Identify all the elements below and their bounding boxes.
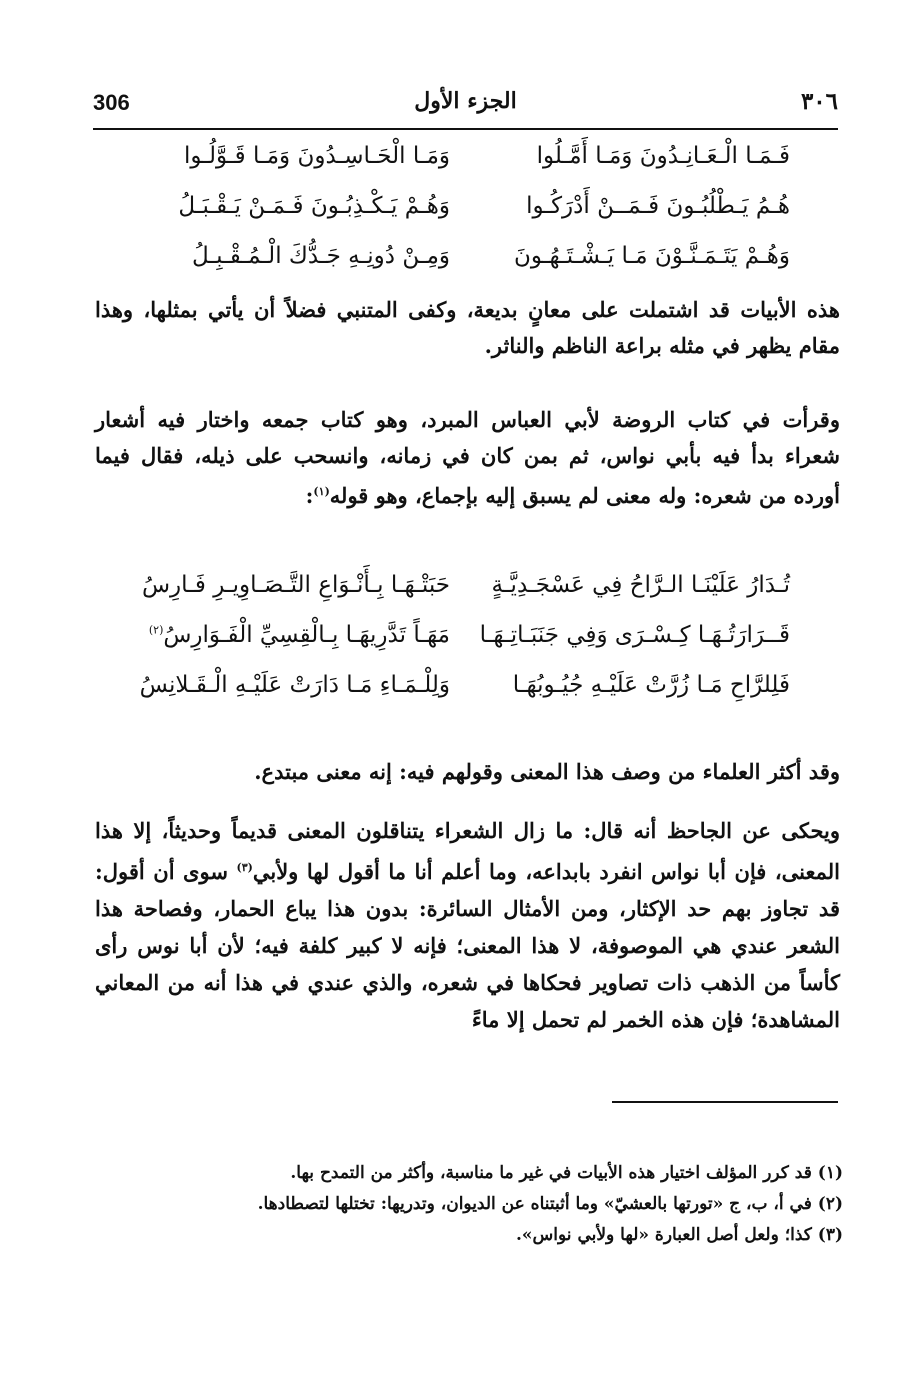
verse-second-hemistich: وَلِلْـمَـاءِ مَـا دَارَتْ عَلَيْـهِ الْـقَـلانِسُ — [139, 672, 450, 698]
verse-first-hemistich: فَـمَـا الْـعَـانِـدُونَ وَمَـا أَمَّـلُوا — [536, 143, 790, 169]
footnote-ref-3: (٣) — [236, 861, 253, 874]
verse-first-hemistich: قَــرَارَتُـهَـا كِـسْـرَى وَفِي جَنَبَـاتِـهَـا — [479, 622, 790, 648]
verse-first-hemistich: فَلِلرَّاحِ مَـا زُرَّتْ عَلَيْـهِ جُيُـوبُهَـا — [512, 672, 790, 698]
verse-first-hemistich: هُـمُ يَـطْلُبُـونَ فَـمَــنْ أَدْرَكُـوا — [526, 193, 790, 219]
verse-first-hemistich: وَهُـمْ يَتَـمَـنَّـوْنَ مَـا يَـشْـتَـهُـونَ — [513, 243, 790, 269]
page-number-latin: 306 — [93, 90, 130, 115]
verse-line — [150, 143, 790, 193]
footnote-ref-2: (٢) — [148, 623, 164, 637]
paragraph-2 — [95, 402, 840, 514]
paragraph-4-text-a: ويحكى عن الجاحظ أنه قال: ما زال الشعراء يتناقلون المعنى قديماً وحديثاً، إلا هذا المعنى، فإن أبا نواس انفرد بابداعه، وما أعلم أنا ما أقول لها ولأبي — [95, 818, 840, 884]
verse-line — [139, 672, 790, 722]
footnote-ref-1: (١) — [313, 485, 330, 498]
poem-block-2 — [139, 572, 790, 722]
paragraph-4-text-b: سوى أن أقول: قد تجاوز بهم حد الإكثار، ومن الأمثال السائرة: بدون هذا يباع الحمار، وفصاحة هذا الشعر عندي هي الموصوفة، لا هذا المعنى؛ فإنه لا كبير كلفة فيه؛ لأن أبا نوس رأى كأساً من الذهب ذات تصاوير فحكاها في شعره، والذي عندي في هذا أنه من المعاني المشاهدة؛ فإن هذه الخمر لم تحمل إلا ماءً — [95, 859, 840, 1032]
paragraph-2-text: وقرأت في كتاب الروضة لأبي العباس المبرد، وهو كتاب جمعه واختار فيه أشعار شعراء بدأ فيه بأبي نواس، ثم بمن كان في زمانه، وانسحب على ذيله، فقال فيما أورده من شعره: وله معنى لم يسبق إليه بإجماع، وهو قوله — [95, 407, 840, 508]
verse-second-hemistich: وَهُـمْ يَـكْـذِبُـونَ فَـمَـنْ يَـقْـبَـلُ — [178, 193, 450, 219]
verse-first-hemistich: تُـدَارُ عَلَيْنَـا الـرَّاحُ فِي عَسْجَـدِيَّـةٍ — [491, 572, 790, 598]
paragraph-3: وقد أكثر العلماء من وصف هذا المعنى وقولهم فيه: إنه معنى مبتدع. — [254, 759, 840, 784]
verse-line — [141, 572, 790, 622]
paragraph-1: هذه الأبيات قد اشتملت على معانٍ بديعة، وكفى المتنبي فضلاً أن يأتي بمثلها، وهذا مقام يظهر في مثله براعة الناظم والناثر. — [95, 297, 840, 358]
verse-second-hemistich: حَبَتْـهَـا بِـأَنْـوَاعِ التَّـصَـاوِيـرِ فَـارِسُ — [141, 572, 450, 598]
verse-second-hemistich: وَمِـنْ دُونِـهِ جَـدُّكَ الْـمُـقْـبِـلُ — [191, 243, 450, 269]
page-header — [93, 84, 838, 128]
verse-line — [150, 622, 790, 672]
paragraph-2-colon: : — [305, 483, 314, 508]
verse-line — [150, 193, 790, 243]
footnotes — [95, 1158, 843, 1251]
paragraph-4 — [95, 812, 840, 1038]
verse-second-hemistich: وَمَـا الْحَـاسِـدُونَ وَمَـا قَـوَّلُـوا — [184, 143, 450, 169]
poem-block-1 — [150, 143, 790, 293]
footnote-3: (٣) كذا؛ ولعل أصل العبارة «لها ولأبي نواس». — [516, 1225, 843, 1245]
verse-text: مَهَـاً تَدَّرِيهَـا بِـالْقِسِيِّ الْفَـوَارِسُ — [163, 622, 450, 648]
footnote-1: (١) قد كرر المؤلف اختيار هذه الأبيات في غير ما مناسبة، وأكثر من التمدح بها. — [290, 1163, 843, 1183]
header-rule — [93, 128, 838, 130]
verse-line — [150, 243, 790, 293]
footnote-rule — [612, 1101, 838, 1103]
running-title: الجزء الأول — [414, 88, 517, 114]
page-number-arabic: ٣٠٦ — [800, 88, 838, 115]
verse-second-hemistich — [150, 622, 450, 648]
footnote-2: (٢) في أ، ب، ج «تورتها بالعشيّ» وما أثبتناه عن الديوان، وتدريها: تختلها لتصطادها. — [257, 1194, 843, 1214]
